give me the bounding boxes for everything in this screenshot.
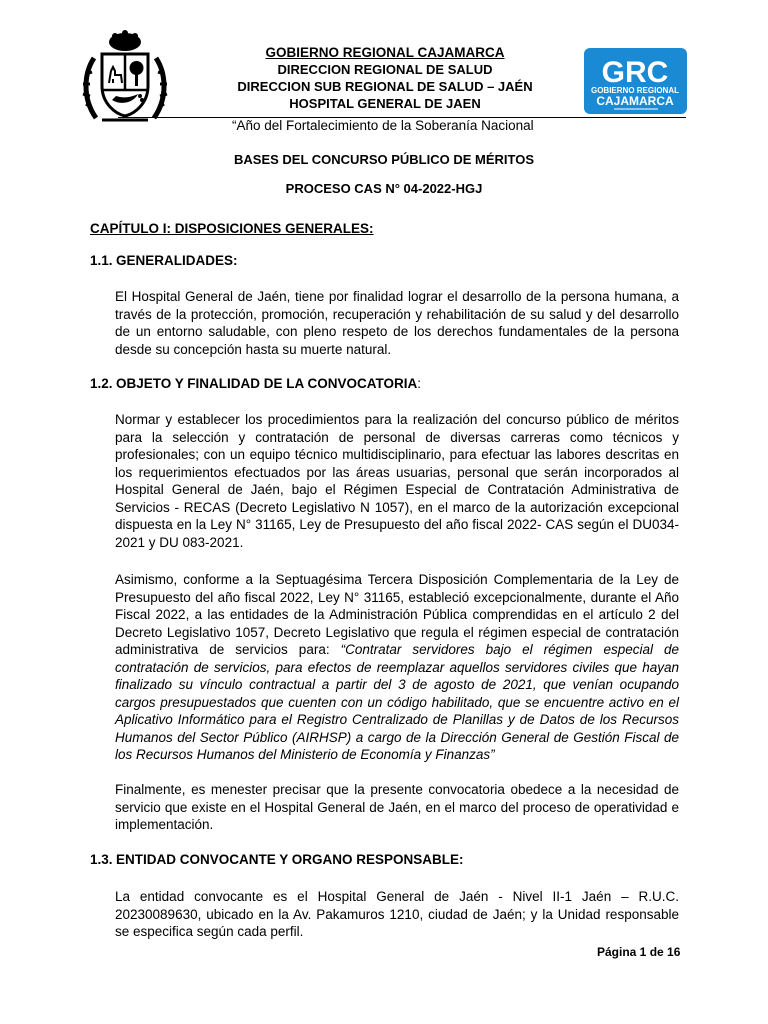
section-number: 1.3. (90, 852, 113, 867)
logo-line-2: CAJAMARCA (596, 94, 674, 108)
header-line-3: DIRECCION SUB REGIONAL DE SALUD – JAÉN (237, 79, 533, 94)
logo-line-1: GOBIERNO REGIONAL (590, 86, 680, 95)
section-number: 1.2. (90, 376, 113, 391)
paragraph-generalidades: El Hospital General de Jaén, tiene por finalidad lograr el desarrollo de la persona humana, a través de la protección, promoción, recuperación y rehabilitación de su salud y del desarrollo de un entorno saludable, con pleno respeto de los derechos fundamentales de la persona desde su concepción hasta su muerte natural. (115, 289, 679, 357)
header-line-2: DIRECCION REGIONAL DE SALUD (277, 62, 493, 77)
process-title: PROCESO CAS N° 04-2022-HGJ (285, 181, 483, 196)
paragraph-asimismo (115, 571, 679, 764)
institution-header (180, 44, 590, 112)
paragraph-finalmente: Finalmente, es menester precisar que la presente convocatoria obedece a la necesidad de servicio que existe en el Hospital General de Jaén, en el marco del proceso de operatividad e implementación. (115, 782, 679, 832)
section-title: ENTIDAD CONVOCANTE Y ORGANO RESPONSABLE: (116, 852, 464, 867)
coat-of-arms-icon (82, 28, 168, 124)
section-title: OBJETO Y FINALIDAD DE LA CONVOCATORIA (116, 376, 418, 391)
document-title: BASES DEL CONCURSO PÚBLICO DE MÉRITOS (234, 152, 534, 167)
logo-main-text: GRC (601, 56, 669, 89)
section-number: 1.1. (90, 253, 113, 268)
grc-logo (584, 48, 687, 114)
header-line-4: HOSPITAL GENERAL DE JAEN (289, 96, 481, 111)
section-title: GENERALIDADES: (116, 253, 238, 268)
paragraph-objeto: Normar y establecer los procedimientos para la realización del concurso público de méritos para la selección y contratación de personal de diversas carreras como técnicos y profesionales; con un equipo técnico multidisciplinario, para efectuar las labores descritas en los requerimientos efectuados por las áreas usuarias, personal que serán incorporados al Hospital General de Jaén, bajo el Régimen Especial de Contratación Administrativa de Servicios - RECAS (Decreto Legislativo N 1057), en el marco de la autorización excepcional dispuesta en la Ley N° 31165, Ley de Presupuesto del año fiscal 2022- CAS según el DU034-2021 y DU 083-2021. (115, 412, 679, 550)
quoted-text: “Contratar servidores bajo el régimen especial de contratación de servicios, para efectos de reemplazar aquellos servidores civiles que hayan finalizado su vínculo contractual a partir del 3 de agosto de 2021, que venían ocupando cargos presupuestados que cuenten con un código habilitado, que se encuentre activo en el Aplicativo Informático para el Registro Centralizado de Planillas y de Datos de los Recursos Humanos del Sector Público (AIRHSP) a cargo de la Dirección General de Gestión Fiscal de los Recursos Humanos del Ministerio de Economía y Finanzas” (115, 642, 679, 762)
section-heading-1-2 (90, 376, 421, 391)
paragraph-entidad: La entidad convocante es el Hospital General de Jaén - Nivel II-1 Jaén – R.U.C. 20230089630, ubicado en la Av. Pakamuros 1210, ciudad de Jaén; y la Unidad responsable se especifica según cada perfil. (115, 889, 679, 939)
section-heading-1-3 (90, 852, 464, 867)
section-heading-1-1 (90, 253, 238, 268)
page-number: Página 1 de 16 (597, 945, 681, 959)
paragraph-text: Asimismo, conforme a la Septuagésima Tercera Disposición Complementaria de la Ley de Presupuesto del año fiscal 2022, Ley N° 31165, estableció excepcionalmente, durante el Año Fiscal 2022, a las entidades de la Administración Pública comprendidas en el artículo 2 del Decreto Legislativo 1057, Decreto Legislativo que regula el régimen especial de contratación administrativa de servicios para: (115, 572, 679, 657)
section-title-suffix: : (417, 376, 422, 391)
year-motto: “Año del Fortalecimiento de la Soberanía Nacional (232, 118, 534, 133)
header-line-1: GOBIERNO REGIONAL CAJAMARCA (265, 45, 505, 60)
chapter-heading: CAPÍTULO I: DISPOSICIONES GENERALES: (90, 221, 374, 236)
